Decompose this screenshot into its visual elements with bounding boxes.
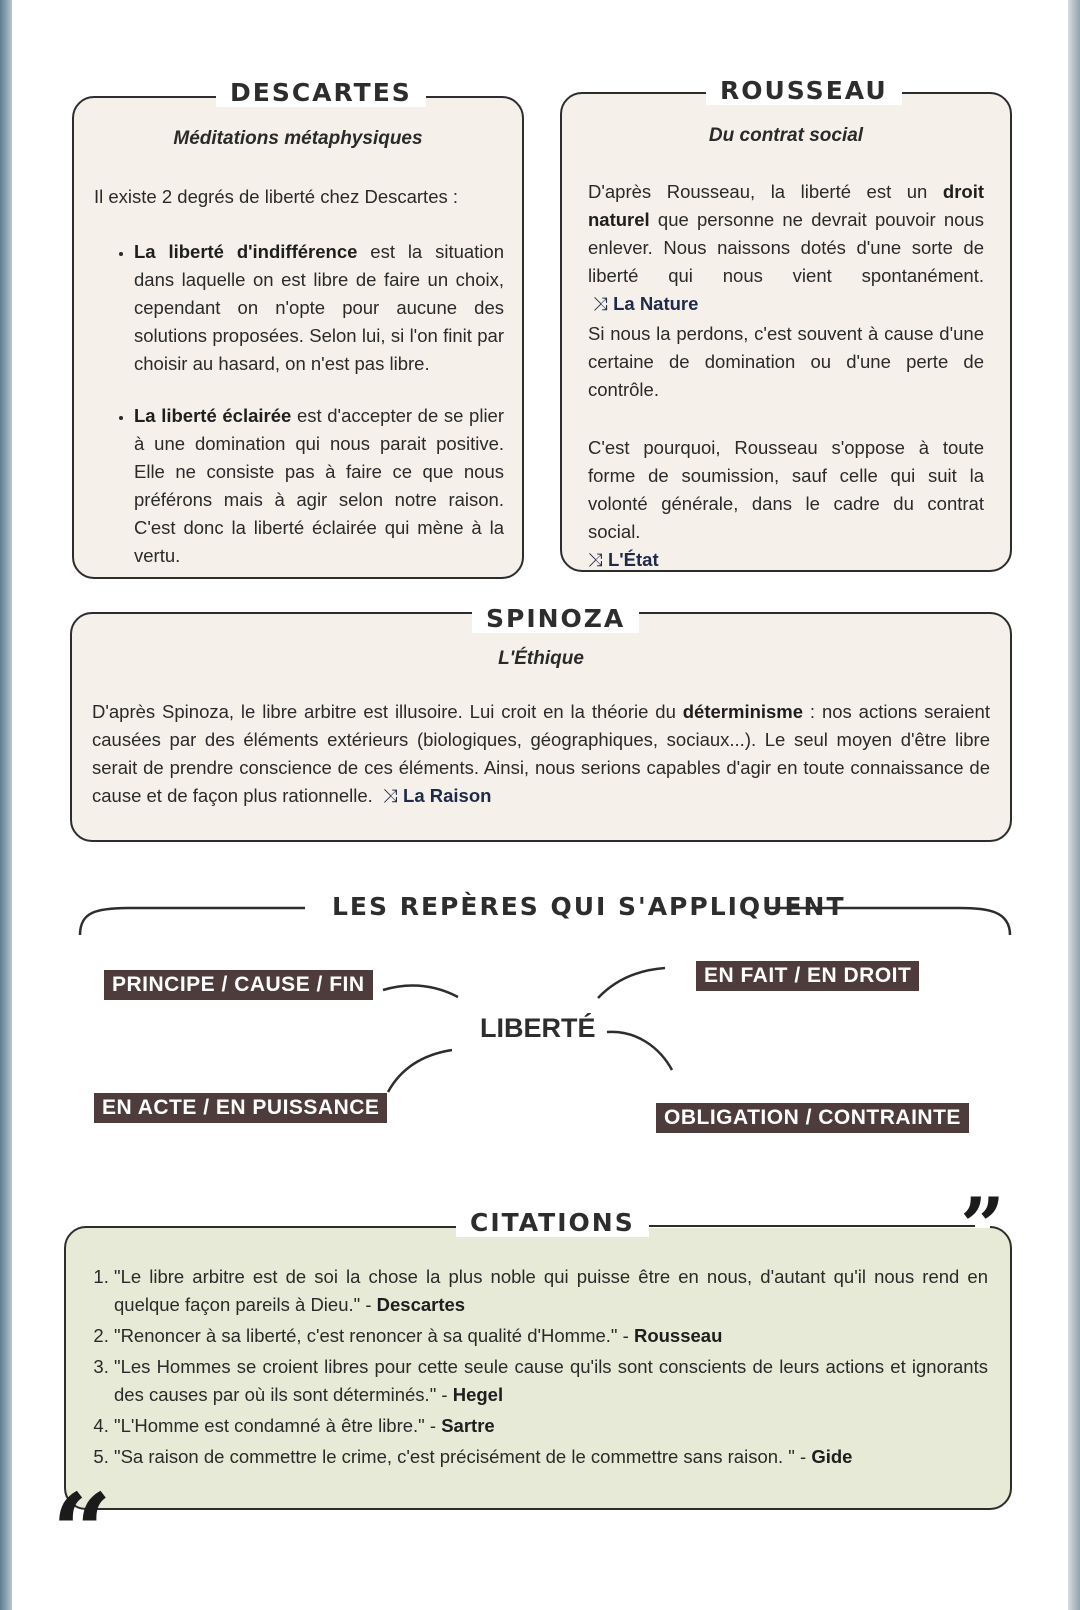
citation-1-quote: "Le libre arbitre est de soi la chose la plus noble qui puisse être en nous, d'autant qu'il nous rend en quelque façon pareils à Dieu." -: [114, 1266, 988, 1315]
link-la-raison[interactable]: La Raison: [403, 785, 492, 806]
citation-2-author: Rousseau: [633, 1325, 723, 1346]
bullet2-term: La liberté éclairée: [134, 405, 292, 426]
repere-principe-cause-fin: PRINCIPE / CAUSE / FIN: [104, 970, 373, 1000]
citation-3-quote: "Les Hommes se croient libres pour cette seule cause qu'ils sont conscients de leurs actions et ignorants des causes par où ils sont déterminés." -: [114, 1356, 988, 1405]
repere-en-fait-en-droit: EN FAIT / EN DROIT: [696, 961, 919, 991]
rousseau-p1-start: D'après Rousseau, la liberté est un: [588, 181, 943, 202]
rousseau-p1-bold: droit naturel: [588, 181, 984, 230]
liberte-center: LIBERTÉ: [480, 1013, 596, 1043]
shuffle-arrows-icon: ⤨: [588, 549, 608, 570]
link-la-nature[interactable]: La Nature: [613, 293, 699, 314]
spinoza-work: L'Éthique: [498, 648, 584, 669]
rousseau-p2: Si nous la perdons, c'est souvent à cause d'une certaine de domination ou d'une perte de contrôle.: [588, 323, 984, 400]
citations-list: [92, 1263, 988, 1474]
repere-en-acte-en-puissance: EN ACTE / EN PUISSANCE: [94, 1093, 387, 1123]
rousseau-title: ROUSSEAU: [706, 76, 902, 105]
close-quote-icon: ”: [960, 1181, 1005, 1272]
citation-4-author: Sartre: [441, 1415, 495, 1436]
rousseau-work: Du contrat social: [708, 125, 864, 146]
citation-5-quote: "Sa raison de commettre le crime, c'est précisément de le commettre sans raison. " -: [114, 1446, 812, 1467]
spinoza-text-bold: déterminisme: [682, 701, 804, 722]
citation-2: [114, 1322, 988, 1350]
citations-title: CITATIONS: [456, 1208, 649, 1237]
descartes-work: Méditations métaphysiques: [173, 128, 423, 149]
reperes-title: LES REPÈRES QUI S'APPLIQUENT: [332, 892, 846, 921]
citation-1-author: Descartes: [376, 1294, 466, 1315]
citation-3-author: Hegel: [452, 1384, 504, 1405]
spinoza-text-start: D'après Spinoza, le libre arbitre est illusoire. Lui croit en la théorie du: [92, 701, 683, 722]
descartes-intro: Il existe 2 degrés de liberté chez Descartes :: [94, 186, 459, 207]
descartes-title: DESCARTES: [216, 78, 426, 107]
citation-1: [114, 1263, 988, 1319]
shuffle-arrows-icon: ⤨: [588, 293, 614, 314]
repere-obligation-contrainte: OBLIGATION / CONTRAINTE: [656, 1103, 969, 1133]
citation-5: [114, 1443, 988, 1471]
citation-4: [114, 1412, 988, 1440]
shuffle-arrows-icon: ⤨: [377, 785, 404, 806]
spinoza-text-end: : nos actions seraient causées par des éléments extérieurs (biologiques, géographiques, sociaux...). Le seul moyen d'être libre serait de prendre conscience de ces éléments. Ainsi, nous serions capables d'agir en toute connaissance de cause et de façon plus rationnelle.: [92, 701, 990, 806]
bullet1-term: La liberté d'indifférence: [134, 241, 358, 262]
citation-3: [114, 1353, 988, 1409]
citation-5-author: Gide: [811, 1446, 853, 1467]
rousseau-p3-text: C'est pourquoi, Rousseau s'oppose à toute forme de soumission, sauf celle qui suit la volonté générale, dans le cadre du contrat social.: [588, 437, 984, 542]
bullet2-text: est d'accepter de se plier à une domination qui nous parait positive. Elle ne consiste pas à faire ce que nous préférons mais à agir selon notre raison. C'est donc la liberté éclairée qui mène à la vertu.: [134, 405, 505, 566]
citation-4-quote: "L'Homme est condamné à être libre." -: [114, 1415, 442, 1436]
link-l-etat[interactable]: L'État: [607, 549, 659, 570]
citation-2-quote: "Renoncer à sa liberté, c'est renoncer à sa qualité d'Homme." -: [114, 1325, 634, 1346]
rousseau-p1-end: que personne ne devrait pouvoir nous enlever. Nous naissons dotés d'une sorte de liberté qui nous vient spontanément.: [588, 209, 984, 286]
bullet1-text: est la situation dans laquelle on est libre de faire un choix, cependant on n'opte pour aucune des solutions proposées. Selon lui, si l'on finit par choisir au hasard, on n'est pas libre.: [134, 241, 504, 374]
spinoza-title: SPINOZA: [472, 604, 639, 633]
open-quote-icon: “: [52, 1470, 112, 1593]
